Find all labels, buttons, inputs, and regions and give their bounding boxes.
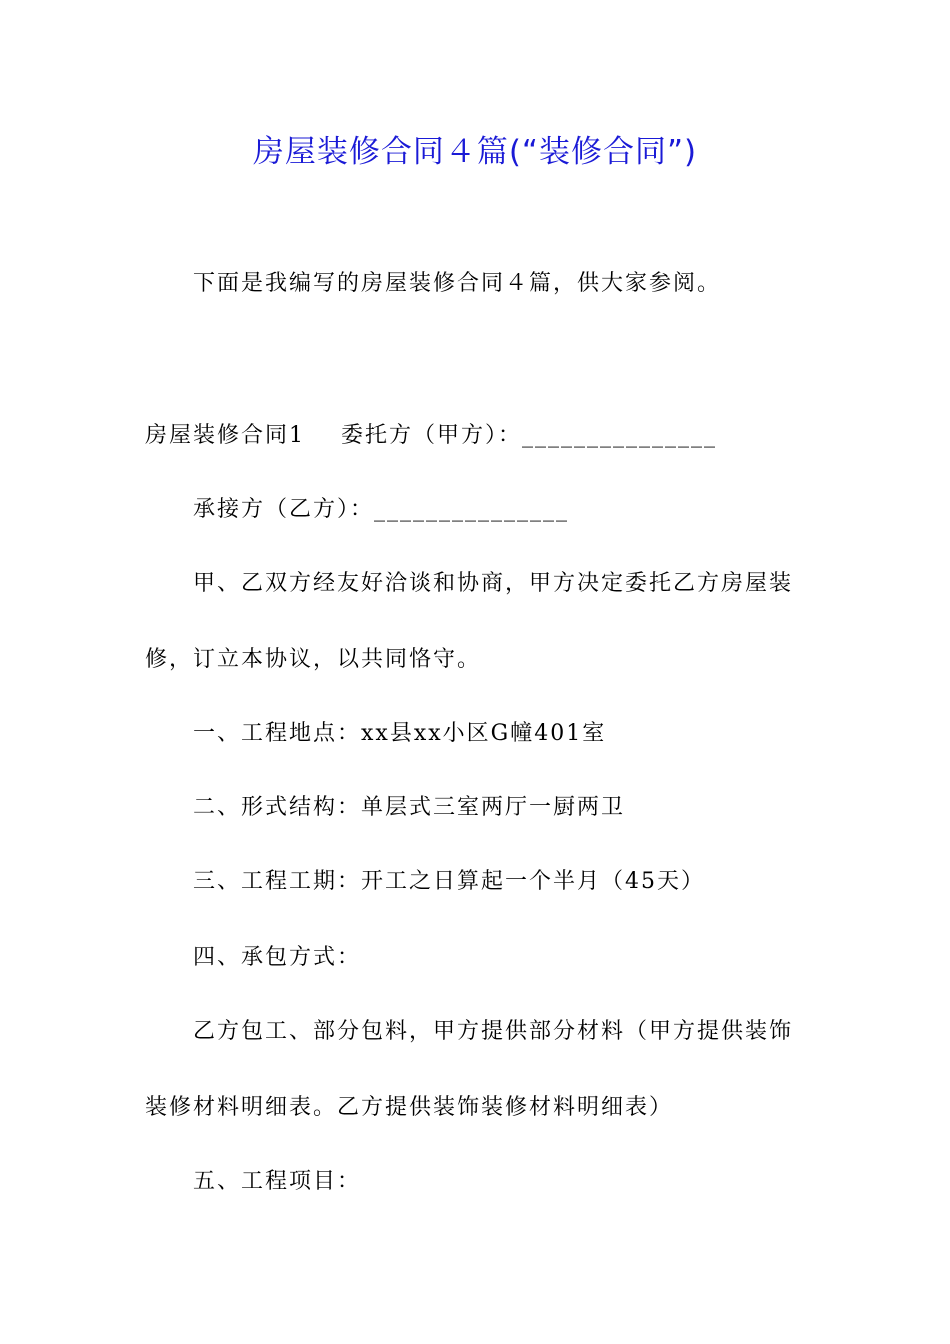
item-4-detail-line-2: 装修材料明细表。乙方提供装饰装修材料明细表） [145, 1095, 674, 1120]
item-1-location: 一、工程地点：xx县xx小区G幢401室 [193, 721, 607, 746]
party-b-line: 承接方（乙方）：_______________ [193, 497, 570, 522]
item-4-detail-line-1: 乙方包工、部分包料，甲方提供部分材料（甲方提供装饰 [193, 1019, 794, 1044]
contract-heading: 房屋装修合同1 [145, 423, 305, 448]
item-2-structure: 二、形式结构：单层式三室两厅一厨两卫 [193, 795, 626, 820]
document-title: 房屋装修合同４篇(“装修合同”) [252, 134, 698, 170]
intro-paragraph: 下面是我编写的房屋装修合同４篇，供大家参阅。 [193, 271, 722, 296]
item-4-contract-method: 四、承包方式： [193, 945, 362, 970]
preamble-line-2: 修，订立本协议，以共同恪守。 [145, 647, 482, 672]
contract-heading-row [145, 420, 717, 452]
preamble-line-1: 甲、乙双方经友好洽谈和协商，甲方决定委托乙方房屋装 [193, 571, 794, 596]
item-5-project-items: 五、工程项目： [193, 1169, 362, 1194]
item-3-duration: 三、工程工期：开工之日算起一个半月（45天） [193, 869, 705, 894]
party-a-line: 委托方（甲方）：_______________ [341, 423, 718, 448]
